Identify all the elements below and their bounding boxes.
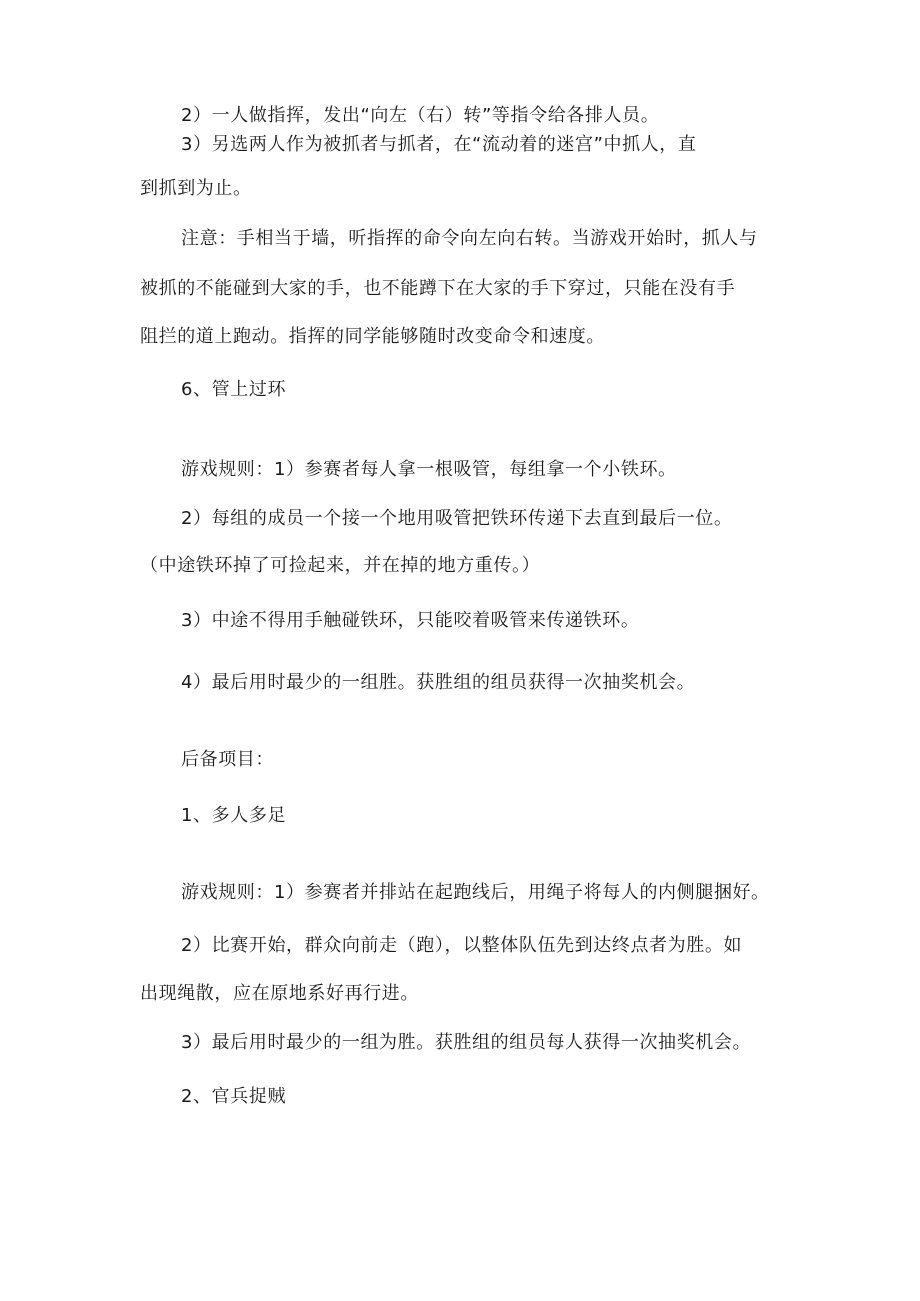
paragraph-line: 出现绳散，应在原地系好再行进。 xyxy=(140,983,419,1004)
paragraph-line: 2）比赛开始，群众向前走（跑），以整体队伍先到达终点者为胜。如 xyxy=(181,935,743,956)
paragraph-line: 被抓的不能碰到大家的手，也不能蹲下在大家的手下穿过，只能在没有手 xyxy=(140,278,736,299)
paragraph-line: 游戏规则：1）参赛者并排站在起跑线后，用绳子将每人的内侧腿捆好。 xyxy=(181,882,770,903)
paragraph-line: 2）一人做指挥，发出“向左（右）转”等指令给各排人员。 xyxy=(181,105,660,126)
paragraph-line: 2）每组的成员一个接一个地用吸管把铁环传递下去直到最后一位。 xyxy=(181,508,733,529)
paragraph-line: 阻拦的道上跑动。指挥的同学能够随时改变命令和速度。 xyxy=(140,326,605,347)
section-heading: 6、管上过环 xyxy=(181,379,287,400)
paragraph-line: 3）中途不得用手触碰铁环，只能咬着吸管来传递铁环。 xyxy=(181,610,640,631)
paragraph-line: 3）另选两人作为被抓者与抓者，在“流动着的迷宫”中抓人，直 xyxy=(181,134,697,155)
paragraph-line: 游戏规则：1）参赛者每人拿一根吸管，每组拿一个小铁环。 xyxy=(181,459,677,480)
paragraph-line: 4）最后用时最少的一组胜。获胜组的组员获得一次抽奖机会。 xyxy=(181,672,696,693)
section-heading: 1、多人多足 xyxy=(181,805,287,826)
paragraph-line: （中途铁环掉了可捡起来，并在掉的地方重传。） xyxy=(140,555,541,576)
section-heading: 2、官兵捉贼 xyxy=(181,1086,287,1107)
section-heading: 后备项目： xyxy=(181,749,274,770)
paragraph-line: 3）最后用时最少的一组为胜。获胜组的组员每人获得一次抽奖机会。 xyxy=(181,1032,752,1053)
paragraph-line: 到抓到为止。 xyxy=(140,178,252,199)
paragraph-line: 注意：手相当于墙，听指挥的命令向左向右转。当游戏开始时，抓人与 xyxy=(181,228,758,249)
